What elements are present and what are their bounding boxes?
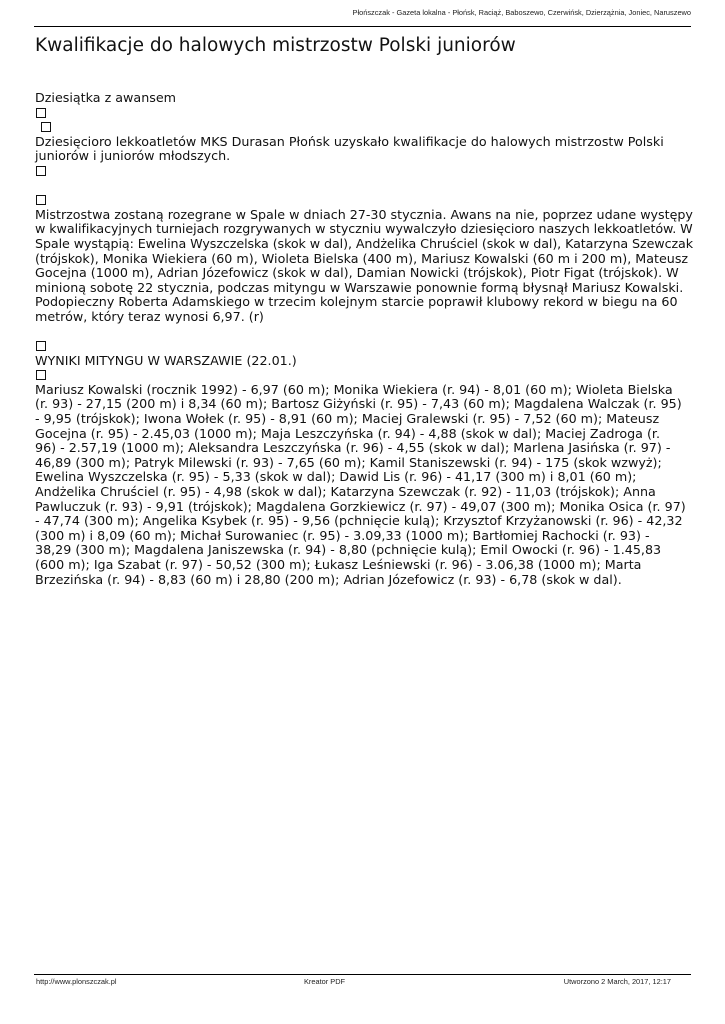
- generator-label: Kreator PDF: [304, 977, 346, 986]
- results-paragraph: [35, 383, 693, 587]
- missing-image-placeholder-icon: [36, 195, 46, 205]
- text-line: Spale wystąpią: Ewelina Wyszczelska (skok w dal), Andżelika Chruściel (skok w dal), Katarzyna Szewczak: [35, 235, 693, 251]
- text-line: 38,29 (300 m); Magdalena Janiszewska (r. 94) - 8,80 (pchnięcie kulą); Emil Owocki (r. 96) - 1.45,83: [35, 542, 662, 558]
- text-line: juniorów i juniorów młodszych.: [35, 148, 231, 164]
- text-line: minioną sobotę 22 stycznia, podczas mityngu w Warszawie ponownie formą błysnął Mariusz Kowalski.: [35, 279, 684, 295]
- site-url-link[interactable]: http://www.plonszczak.pl: [36, 977, 117, 986]
- text-line: - 9,95 (trójskok); Iwona Wołek (r. 95) - 8,91 (60 m); Maciej Gralewski (r. 95) - 7,52 (60 m); Mateusz: [35, 411, 660, 427]
- missing-image-placeholder-icon: [41, 122, 51, 132]
- text-line: - 47,74 (300 m); Angelika Ksybek (r. 95) - 9,56 (pchnięcie kulą); Krzysztof Krzyżanowski (r. 96) - 42,32: [35, 513, 683, 529]
- text-line: (300 m) i 8,09 (60 m); Michał Surowaniec (r. 95) - 3.09,33 (1000 m); Bartłomiej Rachocki (r. 93) -: [35, 527, 650, 543]
- text-line: Brzezińska (r. 94) - 8,83 (60 m) i 28,80 (200 m); Adrian Józefowicz (r. 93) - 6,78 (skok w dal).: [35, 571, 622, 587]
- text-line: Andżelika Chruściel (r. 95) - 4,98 (skok w dal); Katarzyna Szewczak (r. 92) - 11,03 (trójskok); Anna: [35, 484, 656, 500]
- article-body: [35, 91, 693, 587]
- text-line: 96) - 2.57,19 (1000 m); Aleksandra Leszczyńska (r. 96) - 4,55 (skok w dal); Marlena Jasińska (r. 97) -: [35, 440, 671, 456]
- text-line: (600 m); Iga Szabat (r. 97) - 50,52 (300 m); Łukasz Leśniewski (r. 96) - 3.06,38 (1000 m); Marta: [35, 557, 642, 572]
- text-line: Gocejna (r. 95) - 2.45,03 (1000 m); Maja Leszczyńska (r. 94) - 4,88 (skok w dal); Maciej Zadroga (r.: [35, 425, 661, 441]
- page-header: Płońszczak - Gazeta lokalna - Płońsk, Raciąż, Baboszewo, Czerwińsk, Dzierzążnia, Joniec, Naruszewo: [352, 8, 691, 17]
- created-date: Utworzono 2 March, 2017, 12:17: [563, 977, 671, 986]
- text-line: metrów, który teraz wynosi 6,97. (r): [35, 308, 264, 324]
- header-divider: [34, 26, 691, 27]
- text-line: Dziesięcioro lekkoatletów MKS Durasan Płońsk uzyskało kwalifikacje do halowych mistrzostw Polski: [35, 133, 664, 149]
- lead-paragraph: [35, 135, 693, 164]
- text-line: (r. 93) - 27,15 (200 m) i 8,34 (60 m); Bartosz Giżyński (r. 95) - 7,43 (60 m); Magdalena Walczak (r. 95): [35, 396, 682, 412]
- missing-image-placeholder-icon: [36, 370, 46, 380]
- missing-image-placeholder-icon: [36, 166, 46, 176]
- footer-divider: [34, 974, 691, 975]
- missing-image-placeholder-icon: [36, 341, 46, 351]
- text-line: w kwalifikacyjnych turniejach rozgrywanych w styczniu wywalczyło dziesięcioro naszych lekkoatletów. W: [35, 221, 693, 237]
- text-line: Mariusz Kowalski (rocznik 1992) - 6,97 (60 m); Monika Wiekiera (r. 94) - 8,01 (60 m); Wioleta Bielska: [35, 381, 673, 397]
- text-line: (trójskok), Monika Wiekiera (60 m), Wioleta Bielska (400 m), Mariusz Kowalski (60 m i 200 m), Mateusz: [35, 250, 689, 266]
- results-heading: WYNIKI MITYNGU W WARSZAWIE (22.01.): [35, 352, 297, 368]
- text-line: Pawluczuk (r. 93) - 9,91 (trójskok); Magdalena Gorzkiewicz (r. 97) - 49,07 (300 m); Monika Osica (r. 97): [35, 498, 686, 514]
- text-line: 46,89 (300 m); Patryk Milewski (r. 93) - 7,65 (60 m); Kamil Staniszewski (r. 94) - 175 (skok wzwyż);: [35, 454, 662, 470]
- article-subtitle: Dziesiątka z awansem: [35, 90, 177, 105]
- text-line: Ewelina Wyszczelska (r. 95) - 5,33 (skok w dal); Dawid Lis (r. 96) - 41,17 (300 m) i 8,01 (60 m);: [35, 469, 637, 485]
- body-paragraph: [35, 208, 693, 325]
- page-footer: [34, 977, 691, 989]
- article-title: Kwalifikacje do halowych mistrzostw Polski juniorów: [35, 35, 516, 56]
- text-line: Podopieczny Roberta Adamskiego w trzecim kolejnym starcie poprawił klubowy rekord w biegu na 60: [35, 294, 678, 310]
- text-line: Mistrzostwa zostaną rozegrane w Spale w dniach 27-30 stycznia. Awans na nie, poprzez udane występy: [35, 206, 693, 222]
- text-line: Gocejna (1000 m), Adrian Józefowicz (skok w dal), Damian Nowicki (trójskok), Piotr Figat (trójskok). W: [35, 265, 679, 281]
- missing-image-placeholder-icon: [36, 108, 46, 118]
